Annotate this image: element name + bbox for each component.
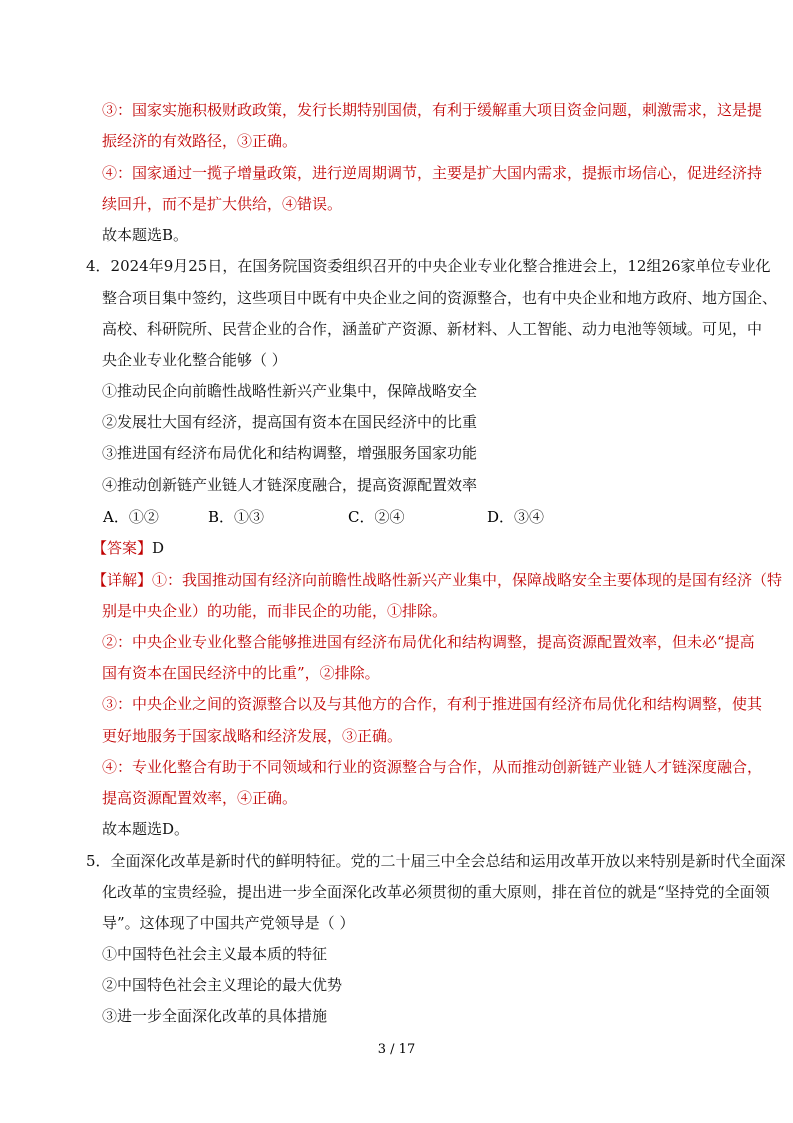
q4-detail-line-4: 国有资本在国民经济中的比重”，②排除。 <box>102 664 380 682</box>
q3-analysis-line-3: ④：国家通过一揽子增量政策，进行逆周期调节，主要是扩大国内需求，提振市场信心，促进经济持 <box>102 164 763 182</box>
q4-statement-1: ①推动民企向前瞻性战略性新兴产业集中，保障战略安全 <box>102 382 478 400</box>
q4-detail-line-5: ③：中央企业之间的资源整合以及与其他方的合作，有利于推进国有经济布局优化和结构调整，使其 <box>102 695 763 713</box>
q4-stem-line-4: 央企业专业化整合能够（ ） <box>102 351 287 369</box>
q4-stem-line-3: 高校、科研院所、民营企业的合作，涵盖矿产资源、新材料、人工智能、动力电池等领域。可见，中 <box>102 320 763 338</box>
q4-options <box>103 507 623 527</box>
q4-detail-line-7: ④：专业化整合有助于不同领域和行业的资源整合与合作，从而推动创新链产业链人才链深度融合， <box>102 758 763 776</box>
q3-conclusion: 故本题选B。 <box>102 226 189 244</box>
detail-text-1: ①：我国推动国有经济向前瞻性战略性新兴产业集中，保障战略安全主要体现的是国有经济（特 <box>152 571 783 589</box>
q5-statement-1: ①中国特色社会主义最本质的特征 <box>102 945 328 963</box>
page-number: 3 / 17 <box>377 1042 416 1057</box>
q3-analysis-line-4: 续回升，而不是扩大供给，④错误。 <box>102 195 343 213</box>
detail-label: 【详解】 <box>92 571 153 589</box>
q4-detail-line-2: 别是中央企业）的功能，而非民企的功能，①排除。 <box>102 602 448 620</box>
q4-option-b: B．①③ <box>208 508 265 526</box>
q4-statement-2: ②发展壮大国有经济，提高国有资本在国民经济中的比重 <box>102 413 478 431</box>
q5-statement-3: ③进一步全面深化改革的具体措施 <box>102 1007 328 1025</box>
q4-option-a: A．①② <box>103 508 159 526</box>
q4-option-c: C．②④ <box>348 508 405 526</box>
q4-answer <box>92 538 164 558</box>
answer-value: D <box>152 539 165 557</box>
q5-stem-line-2: 化改革的宝贵经验，提出进一步全面深化改革必须贯彻的重大原则，排在首位的就是“坚持党的全面领 <box>102 883 770 901</box>
q4-stem-line-1: 4．2024年9月25日，在国务院国资委组织召开的中央企业专业化整合推进会上，12组26家单位专业化 <box>86 257 771 275</box>
q4-detail-line-8: 提高资源配置效率，④正确。 <box>102 789 298 807</box>
q4-stem-line-2: 整合项目集中签约，这些项目中既有中央企业之间的资源整合，也有中央企业和地方政府、地方国企、 <box>102 289 778 307</box>
answer-label: 【答案】 <box>92 539 153 557</box>
q4-detail-line-6: 更好地服务于国家战略和经济发展，③正确。 <box>102 727 403 745</box>
q5-stem-line-1: 5．全面深化改革是新时代的鲜明特征。党的二十届三中全会总结和运用改革开放以来特别是新时代全面深 <box>86 852 786 870</box>
q3-analysis-line-1: ③：国家实施积极财政政策，发行长期特别国债，有利于缓解重大项目资金问题，刺激需求，这是提 <box>102 101 763 119</box>
q4-detail-line-1 <box>92 570 782 590</box>
q4-detail-line-3: ②：中央企业专业化整合能够推进国有经济布局优化和结构调整，提高资源配置效率，但未必“提高 <box>102 633 755 651</box>
q4-option-d: D．③④ <box>487 508 545 526</box>
q3-analysis-line-2: 振经济的有效路径，③正确。 <box>102 132 298 150</box>
q5-stem-line-3: 导”。这体现了中国共产党领导是（ ） <box>102 914 355 932</box>
q4-statement-3: ③推进国有经济布局优化和结构调整，增强服务国家功能 <box>102 444 478 462</box>
q5-statement-2: ②中国特色社会主义理论的最大优势 <box>102 976 343 994</box>
q4-conclusion: 故本题选D。 <box>102 820 190 838</box>
q4-statement-4: ④推动创新链产业链人才链深度融合，提高资源配置效率 <box>102 476 478 494</box>
